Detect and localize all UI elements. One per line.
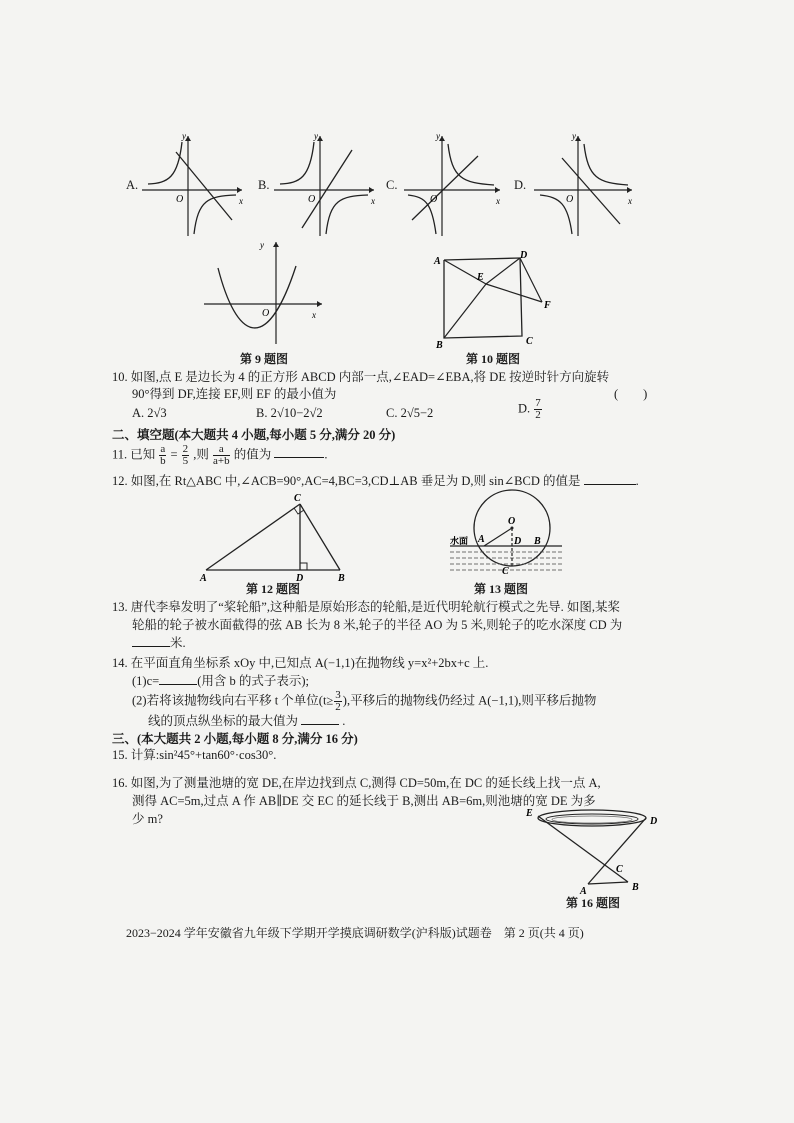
q14-part1 bbox=[132, 672, 309, 690]
q9-option-b-label: B. bbox=[258, 178, 270, 192]
q10-figure bbox=[430, 250, 560, 350]
q11-prefix: 11. 已知 bbox=[112, 447, 156, 462]
q9-graph-d-plot bbox=[512, 128, 642, 240]
q11-fraction-1 bbox=[159, 444, 166, 467]
q10-option-a: A. 2√3 bbox=[132, 406, 167, 420]
q14-part2-suffix: ),平移后的抛物线仍经过 A(−1,1),则平移后抛物 bbox=[342, 693, 597, 708]
q11-f1-num: a bbox=[160, 443, 166, 455]
page-footer: 2023−2024 学年安徽省九年级下学期开学摸底调研数学(沪科版)试题卷 第 2 页(共 4 页) bbox=[126, 926, 584, 940]
q10-label-d: D bbox=[520, 250, 528, 261]
q11-equals: = bbox=[170, 447, 178, 462]
q16-line2: 测得 AC=5m,过点 A 作 AB∥DE 交 EC 的延长线于 B,测出 AB=6m,则池塘的宽 DE 为多 bbox=[132, 794, 596, 808]
q9-parabola-x-label: x bbox=[312, 310, 316, 320]
q9-a-x-label: x bbox=[239, 196, 243, 206]
q10-line2: 90°得到 DF,连接 EF,则 EF 的最小值为 bbox=[132, 387, 337, 401]
q11-f1-den: b bbox=[160, 455, 166, 467]
section-2-heading: 二、填空题(本大题共 4 小题,每小题 5 分,满分 20 分) bbox=[112, 428, 396, 442]
q11-fraction-3 bbox=[213, 444, 230, 467]
q10-option-c: C. 2√5−2 bbox=[386, 406, 434, 420]
q16-line1: 16. 如图,为了测量池塘的宽 DE,在岸边找到点 C,测得 CD=50m,在 DC 的延长线上找一点 A, bbox=[112, 776, 601, 790]
q13-line3 bbox=[132, 634, 186, 652]
q12-label-d: D bbox=[296, 573, 304, 582]
q9-graph-d bbox=[512, 128, 642, 240]
q13-line2: 轮船的轮子被水面截得的弦 AB 长为 8 米,轮子的半径 AO 为 5 米,则轮子的吃水深度 CD 为 bbox=[132, 618, 623, 632]
q9-c-origin: O bbox=[430, 194, 438, 205]
q12-label-b: B bbox=[338, 573, 345, 582]
q9-option-d-label: D. bbox=[514, 178, 527, 192]
q9-b-x-label: x bbox=[371, 196, 375, 206]
q12-caption: 第 12 题图 bbox=[246, 582, 301, 596]
q9-parabola-y-label: y bbox=[260, 240, 264, 250]
q16-line3: 少 m? bbox=[132, 812, 163, 826]
q9-parabola-origin: O bbox=[262, 308, 270, 319]
q13-caption: 第 13 题图 bbox=[474, 582, 529, 596]
q11-f2-num: 2 bbox=[182, 443, 189, 455]
q13-label-d: D bbox=[514, 536, 522, 547]
q14-part1-suffix: (用含 b 的式子表示); bbox=[197, 674, 309, 688]
q11-suffix: 的值为 bbox=[233, 447, 272, 462]
q9-b-y-label: y bbox=[314, 131, 318, 141]
q11-f3-num: a bbox=[213, 444, 230, 456]
q14-line4 bbox=[148, 712, 345, 730]
q16-label-e: E bbox=[526, 808, 533, 819]
q9-graph-a-plot bbox=[120, 128, 250, 240]
q10-label-a: A bbox=[434, 256, 441, 267]
q13-label-water: 水面 bbox=[450, 536, 469, 546]
q14-part2-num: 3 bbox=[335, 689, 341, 701]
q16-label-b: B bbox=[632, 882, 639, 893]
q14-part1-prefix: (1)c= bbox=[132, 674, 160, 688]
q10-option-d bbox=[518, 398, 543, 421]
q9-graph-c-plot bbox=[382, 128, 512, 240]
q14-part2-den: 2 bbox=[335, 701, 341, 713]
q16-figure bbox=[524, 804, 664, 896]
q15: 15. 计算:sin²45°+tan60°·cos30°. bbox=[112, 748, 277, 762]
section-3-heading: 三、(本大题共 2 小题,每小题 8 分,满分 16 分) bbox=[112, 732, 358, 746]
q11-end: . bbox=[324, 447, 328, 462]
q9-caption: 第 9 题图 bbox=[240, 352, 289, 366]
q10-option-b: B. 2√10−2√2 bbox=[256, 406, 323, 420]
q11-f3-den: a+b bbox=[213, 455, 230, 467]
q9-graph-b-plot bbox=[252, 128, 382, 240]
q11-answer-blank[interactable] bbox=[274, 457, 324, 458]
q12-answer-blank[interactable] bbox=[584, 484, 636, 485]
q9-graph-b bbox=[252, 128, 382, 240]
q11-f2-den: 5 bbox=[182, 455, 189, 467]
q14-line4-text: 线的顶点纵坐标的最大值为 bbox=[148, 714, 299, 728]
q10-option-d-fraction bbox=[534, 398, 542, 421]
q11-mid: ,则 bbox=[193, 447, 209, 462]
q9-a-y-label: y bbox=[182, 131, 186, 141]
q10-label-b: B bbox=[436, 340, 443, 350]
q13-line1: 13. 唐代李皋发明了“桨轮船”,这种船是原始形态的轮船,是近代明轮航行模式之先导. 如图,某桨 bbox=[112, 600, 620, 614]
q11 bbox=[112, 444, 328, 467]
q10-caption: 第 10 题图 bbox=[466, 352, 521, 366]
q12-label-a: A bbox=[200, 573, 207, 582]
q9-option-c-label: C. bbox=[386, 178, 398, 192]
q10-label-e: E bbox=[477, 272, 484, 283]
q9-d-y-label: y bbox=[572, 131, 576, 141]
q14-line4-end: . bbox=[342, 714, 346, 728]
q16-caption: 第 16 题图 bbox=[566, 896, 621, 910]
q10-label-f: F bbox=[544, 300, 551, 311]
q13-label-b: B bbox=[534, 536, 541, 547]
q10-answer-paren: ( ) bbox=[614, 387, 648, 401]
q10-option-d-num: 7 bbox=[535, 397, 541, 409]
q16-label-d: D bbox=[650, 816, 658, 827]
q10-option-d-prefix: D. bbox=[518, 401, 531, 416]
q9-d-x-label: x bbox=[628, 196, 632, 206]
q10-line1: 10. 如图,点 E 是边长为 4 的正方形 ABCD 内部一点,∠EAD=∠EBA,将 DE 按逆时针方向旋转 bbox=[112, 370, 610, 384]
q14-part2 bbox=[132, 690, 596, 713]
q13-figure bbox=[446, 488, 566, 580]
q16-label-a: A bbox=[580, 886, 587, 896]
q9-graph-a bbox=[120, 128, 250, 240]
q13-label-a: A bbox=[478, 534, 485, 545]
q10-label-c: C bbox=[526, 336, 533, 347]
q12-end: . bbox=[635, 474, 639, 488]
q13-label-c: C bbox=[502, 566, 509, 577]
q13-answer-blank[interactable] bbox=[132, 646, 170, 647]
q9-c-x-label: x bbox=[496, 196, 500, 206]
q9-a-origin: O bbox=[176, 194, 184, 205]
q12-text: 12. 如图,在 Rt△ABC 中,∠ACB=90°,AC=4,BC=3,CD⊥AB 垂足为 D,则 sin∠BCD 的值是 bbox=[112, 474, 581, 488]
q13-line3-text: 米. bbox=[170, 636, 186, 650]
q9-d-origin: O bbox=[566, 194, 574, 205]
q16-label-c: C bbox=[616, 864, 623, 875]
q14-part1-blank[interactable] bbox=[159, 684, 197, 685]
q10-option-d-den: 2 bbox=[535, 409, 541, 421]
q12-figure bbox=[196, 490, 356, 582]
q9-option-a-label: A. bbox=[126, 178, 139, 192]
q14-part2-prefix: (2)若将该抛物线向右平移 t 个单位(t≥ bbox=[132, 693, 334, 708]
q11-fraction-2 bbox=[182, 444, 190, 467]
q12-label-c: C bbox=[294, 493, 301, 504]
q14-line1: 14. 在平面直角坐标系 xOy 中,已知点 A(−1,1)在抛物线 y=x²+2bx+c 上. bbox=[112, 656, 489, 670]
q9-c-y-label: y bbox=[436, 131, 440, 141]
q9-b-origin: O bbox=[308, 194, 316, 205]
q14-part2-fraction bbox=[334, 690, 342, 713]
q13-label-o: O bbox=[508, 516, 516, 527]
q14-part2-blank[interactable] bbox=[301, 724, 339, 725]
q9-parabola-figure bbox=[200, 238, 330, 348]
q9-graph-c bbox=[382, 128, 512, 240]
